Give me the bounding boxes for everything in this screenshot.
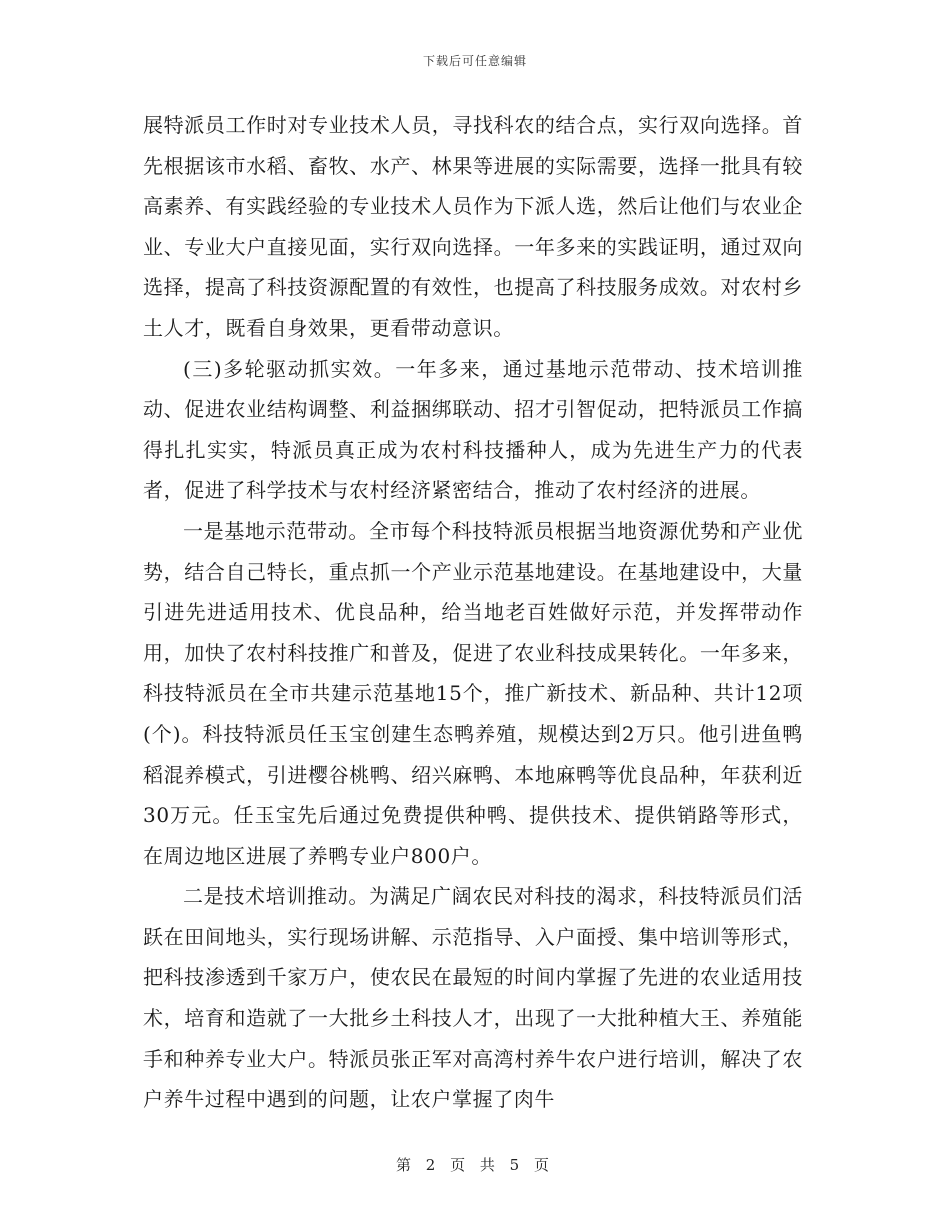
paragraph-section-three: (三)多轮驱动抓实效。一年多来，通过基地示范带动、技术培训推动、促进农业结构调整、利益捆绑联动、招才引智促动，把特派员工作搞得扎扎实实，特派员真正成为农村科技播种人，成为先进生产力的代表者，促进了科学技术与农村经济紧密结合，推动了农村经济的进展。 [143,356,803,503]
paragraph-technical-training: 二是技术培训推动。为满足广阔农民对科技的渴求，科技特派员们活跃在田间地头，实行现场讲解、示范指导、入户面授、集中培训等形式，把科技渗透到千家万户，使农民在最短的时间内掌握了先进的农业适用技术，培育和造就了一大批乡土科技人才，出现了一大批种植大王、养殖能手和种养专业大户。特派员张正军对高湾村养牛农户进行培训，解决了农户养牛过程中遇到的问题，让农户掌握了肉牛 [143,884,803,1112]
paragraph-continued: 展特派员工作时对专业技术人员，寻找科农的结合点，实行双向选择。首先根据该市水稻、畜牧、水产、林果等进展的实际需要，选择一批具有较高素养、有实践经验的专业技术人员作为下派人选，然后让他们与农业企业、专业大户直接见面，实行双向选择。一年多来的实践证明，通过双向选择，提高了科技资源配置的有效性，也提高了科技服务成效。对农村乡土人才，既看自身效果，更看带动意识。 [143,113,803,340]
paragraph-base-demonstration: 一是基地示范带动。全市每个科技特派员根据当地资源优势和产业优势，结合自己特长，重点抓一个产业示范基地建设。在基地建设中，大量引进先进适用技术、优良品种，给当地老百姓做好示范，并发挥带动作用，加快了农村科技推广和普及，促进了农业科技成果转化。一年多来，科技特派员在全市共建示范基地15个，推广新技术、新品种、共计12项(个)。科技特派员任玉宝创建生态鸭养殖，规模达到2万只。他引进鱼鸭稻混养模式，引进樱谷桃鸭、绍兴麻鸭、本地麻鸭等优良品种，年获利近30万元。任玉宝先后通过免费提供种鸭、提供技术、提供销路等形式，在周边地区进展了养鸭专业户800户。 [143,518,803,868]
document-body [143,105,803,1120]
page-number-footer: 第 2 页 共 5 页 [396,1156,554,1174]
page-header: 下载后可任意编辑 [422,54,527,68]
